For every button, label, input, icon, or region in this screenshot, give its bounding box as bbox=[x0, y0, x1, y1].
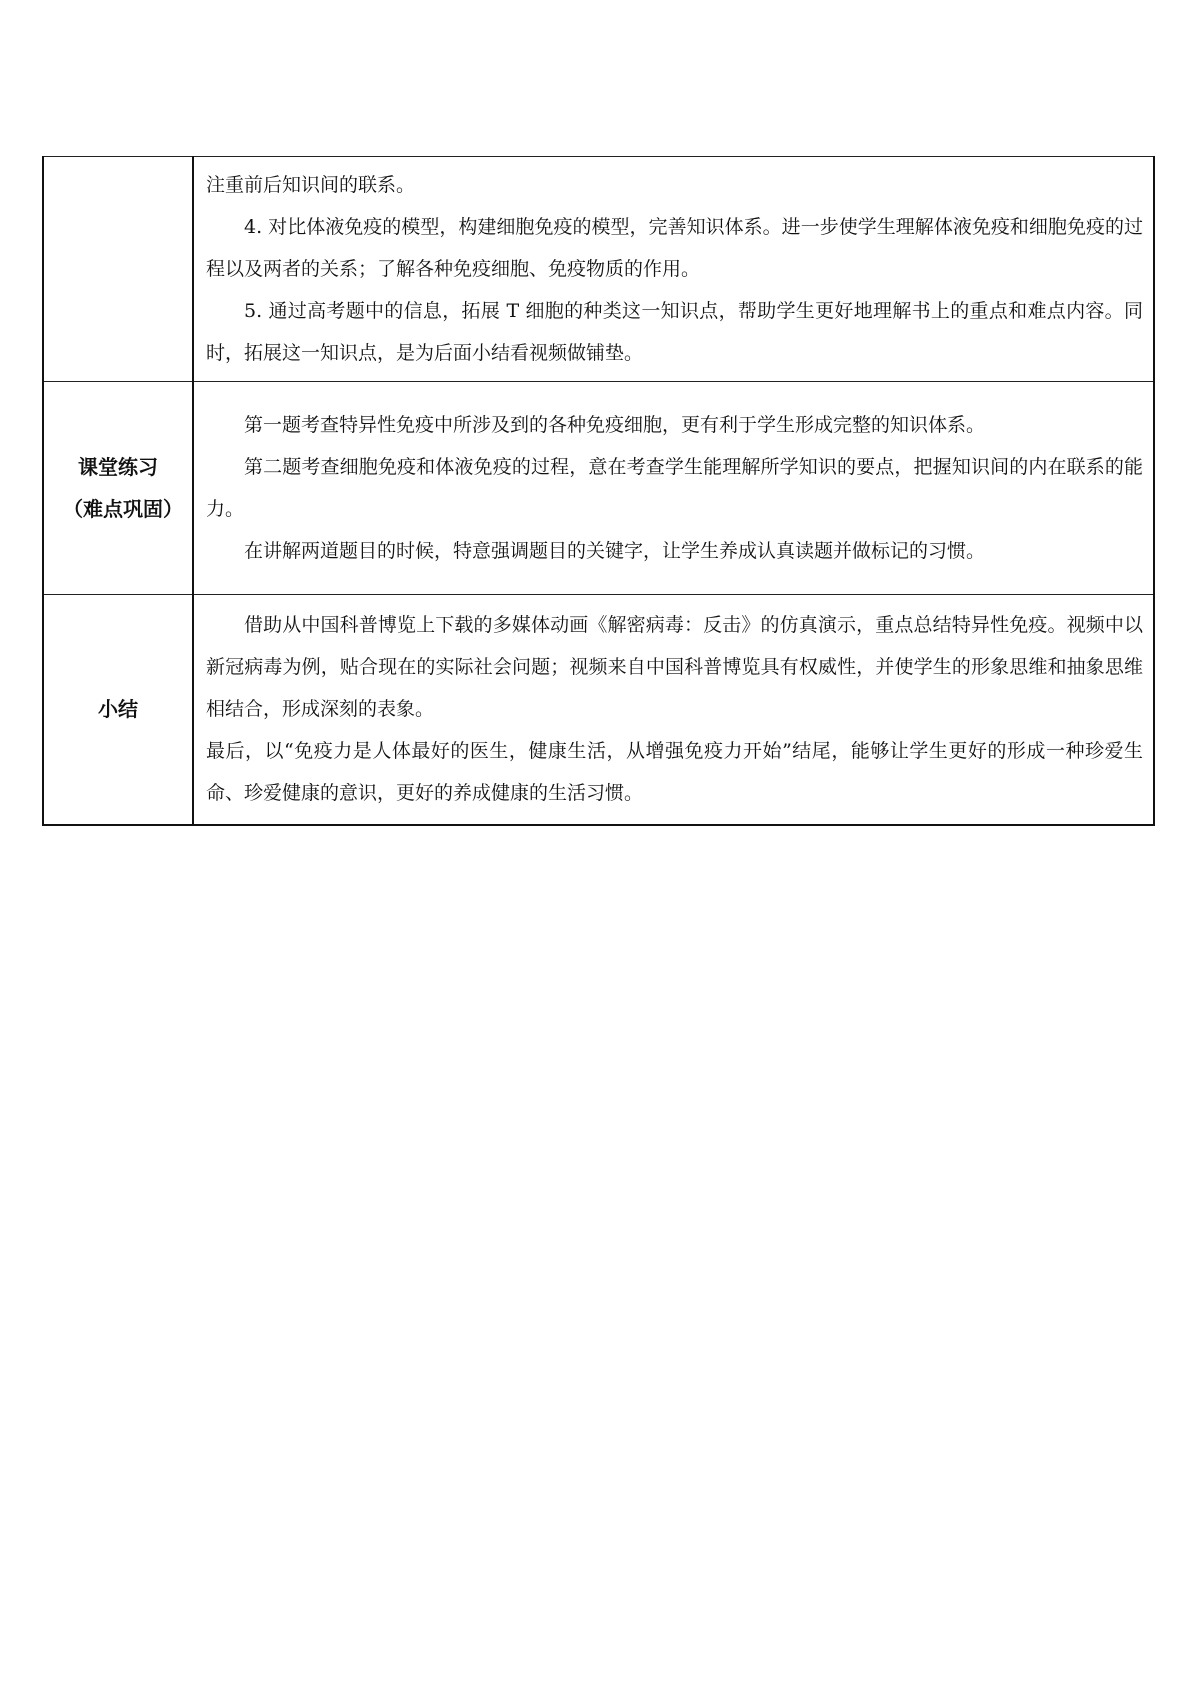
row-content-cell bbox=[193, 382, 1154, 595]
paragraph: 第二题考查细胞免疫和体液免疫的过程，意在考查学生能理解所学知识的要点，把握知识间的内在联系的能力。 bbox=[206, 456, 1143, 520]
table-row bbox=[43, 595, 1154, 825]
row-label: 课堂练习（难点巩固） bbox=[63, 455, 183, 521]
paragraph: 5. 通过高考题中的信息，拓展 T 细胞的种类这一知识点，帮助学生更好地理解书上的重点和难点内容。同时，拓展这一知识点，是为后面小结看视频做铺垫。 bbox=[206, 300, 1143, 364]
row-content-cell bbox=[193, 157, 1154, 382]
table-row bbox=[43, 382, 1154, 595]
row-label: 小结 bbox=[98, 697, 138, 722]
paragraph: 4. 对比体液免疫的模型，构建细胞免疫的模型，完善知识体系。进一步使学生理解体液免疫和细胞免疫的过程以及两者的关系；了解各种免疫细胞、免疫物质的作用。 bbox=[206, 216, 1143, 280]
paragraph: 第一题考查特异性免疫中所涉及到的各种免疫细胞，更有利于学生形成完整的知识体系。 bbox=[244, 414, 986, 436]
paragraph: 注重前后知识间的联系。 bbox=[206, 174, 416, 196]
row-label-cell bbox=[43, 157, 193, 382]
table-row bbox=[43, 157, 1154, 382]
lesson-plan-table bbox=[42, 156, 1155, 826]
row-label-cell bbox=[43, 595, 193, 825]
row-content-cell bbox=[193, 595, 1154, 825]
paragraph: 在讲解两道题目的时候，特意强调题目的关键字，让学生养成认真读题并做标记的习惯。 bbox=[244, 540, 986, 562]
paragraph: 借助从中国科普博览上下载的多媒体动画《解密病毒：反击》的仿真演示，重点总结特异性免疫。视频中以新冠病毒为例，贴合现在的实际社会问题；视频来自中国科普博览具有权威性，并使学生的形象思维和抽象思维相结合，形成深刻的表象。 bbox=[206, 614, 1143, 721]
paragraph: 最后，以“免疫力是人体最好的医生，健康生活，从增强免疫力开始”结尾，能够让学生更好的形成一种珍爱生命、珍爱健康的意识，更好的养成健康的生活习惯。 bbox=[206, 740, 1143, 805]
row-label-cell bbox=[43, 382, 193, 595]
